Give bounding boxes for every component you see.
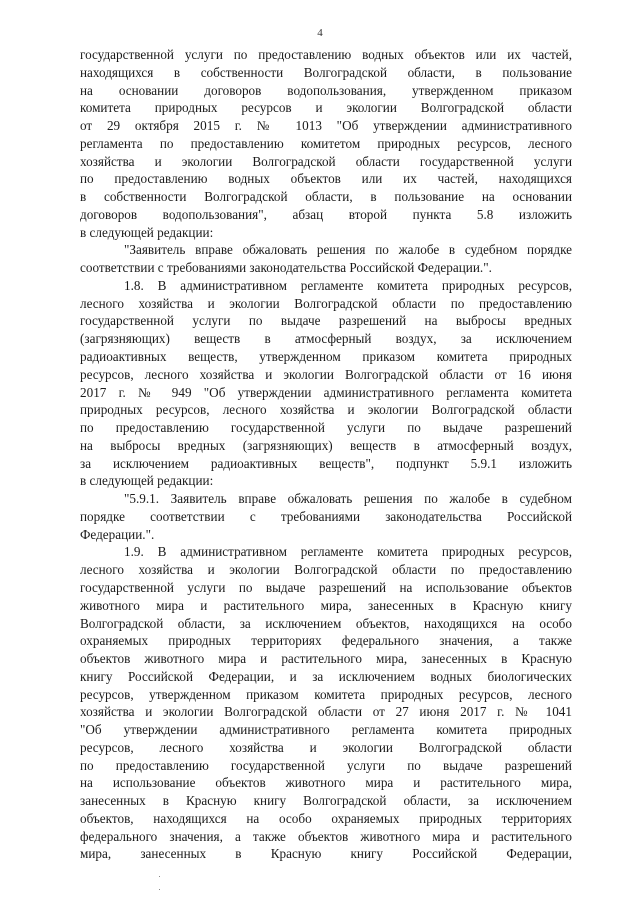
text-line: по предоставлению государственной услуги по выдаче разрешений: [80, 420, 572, 436]
text-line: ресурсов, утвержденном приказом комитета природных ресурсов, лесного: [80, 686, 572, 702]
text-line: на использование объектов животного мира и растительного мира,: [80, 775, 572, 791]
text-line: государственной услуги по выдаче разрешений на выбросы вредных: [80, 313, 572, 329]
text-line: Волгоградской области, за исключением объектов, находящихся на особо: [80, 615, 572, 631]
text-line: на выбросы вредных (загрязняющих) веществ в атмосферный воздух,: [80, 437, 572, 453]
text-line: 1.9. В административном регламенте комитета природных ресурсов,: [124, 544, 572, 560]
text-line: соответствии с требованиями законодательства Российской Федерации.".: [80, 260, 492, 276]
text-line: в следующей редакции:: [80, 473, 214, 489]
text-line: мира, занесенных в Красную книгу Российской Федерации,: [80, 846, 572, 862]
text-line: радиоактивных веществ, утвержденном приказом комитета природных: [80, 349, 572, 365]
text-line: хозяйства и экологии Волгоградской области от 27 июня 2017 г. № 1041: [80, 704, 572, 720]
text-line: находящихся в собственности Волгоградской области, в пользование: [80, 64, 572, 80]
text-line: хозяйства и экологии Волгоградской области государственной услуги: [80, 153, 572, 169]
text-line: Федерации.".: [80, 526, 155, 542]
text-line: от 29 октября 2015 г. № 1013 "Об утверждении административного: [80, 118, 572, 134]
page-number: 4: [317, 27, 323, 39]
text-line: порядке соответствии с требованиями законодательства Российской: [80, 508, 572, 524]
scan-speck: [159, 876, 160, 877]
text-line: 1.8. В административном регламенте комитета природных ресурсов,: [124, 277, 572, 293]
text-line: договоров водопользования", абзац второй пункта 5.8 изложить: [80, 206, 572, 222]
text-line: в собственности Волгоградской области, в пользование на основании: [80, 189, 572, 205]
text-line: в следующей редакции:: [80, 224, 214, 240]
text-line: объектов животного мира и растительного мира, занесенных в Красную: [80, 651, 572, 667]
text-line: ресурсов, лесного хозяйства и экологии Волгоградской области от 16 июня: [80, 366, 572, 382]
text-line: "Заявитель вправе обжаловать решения по жалобе в судебном порядке: [124, 242, 572, 258]
text-line: регламента по предоставлению комитетом природных ресурсов, лесного: [80, 135, 572, 151]
text-line: по предоставлению государственной услуги по выдаче разрешений: [80, 757, 572, 773]
text-line: на основании договоров водопользования, утвержденном приказом: [80, 82, 572, 98]
text-line: федерального значения, а также объектов животного мира и растительного: [80, 828, 572, 844]
scan-speck: [159, 889, 160, 890]
text-line: природных ресурсов, лесного хозяйства и экологии Волгоградской области: [80, 402, 572, 418]
text-line: государственной услуги по выдаче разрешений на использование объектов: [80, 579, 572, 595]
text-line: охраняемых природных территориях федерального значения, а также: [80, 633, 572, 649]
text-line: за исключением радиоактивных веществ", подпункт 5.9.1 изложить: [80, 455, 572, 471]
text-line: государственной услуги по предоставлению водных объектов или их частей,: [80, 47, 572, 62]
text-line: ресурсов, лесного хозяйства и экологии Волгоградской области: [80, 739, 572, 755]
text-line: 2017 г. № 949 "Об утверждении административного регламента комитета: [80, 384, 572, 400]
document-body: [80, 46, 572, 863]
text-line: объектов, находящихся на особо охраняемых природных территориях: [80, 810, 572, 826]
text-line: книгу Российской Федерации, и за исключением водных биологических: [80, 668, 572, 684]
text-line: (загрязняющих) веществ в атмосферный воздух, за исключением: [80, 331, 572, 347]
text-line: лесного хозяйства и экологии Волгоградской области по предоставлению: [80, 562, 572, 578]
text-line: занесенных в Красную книгу Волгоградской области, за исключением: [80, 793, 572, 809]
text-line: животного мира и растительного мира, занесенных в Красную книгу: [80, 597, 572, 613]
text-line: "Об утверждении административного регламента комитета природных: [80, 722, 572, 738]
text-line: лесного хозяйства и экологии Волгоградской области по предоставлению: [80, 295, 572, 311]
text-line: по предоставлению водных объектов или их частей, находящихся: [80, 171, 572, 187]
text-line: комитета природных ресурсов и экологии Волгоградской области: [80, 100, 572, 116]
text-line: "5.9.1. Заявитель вправе обжаловать решения по жалобе в судебном: [124, 491, 572, 507]
